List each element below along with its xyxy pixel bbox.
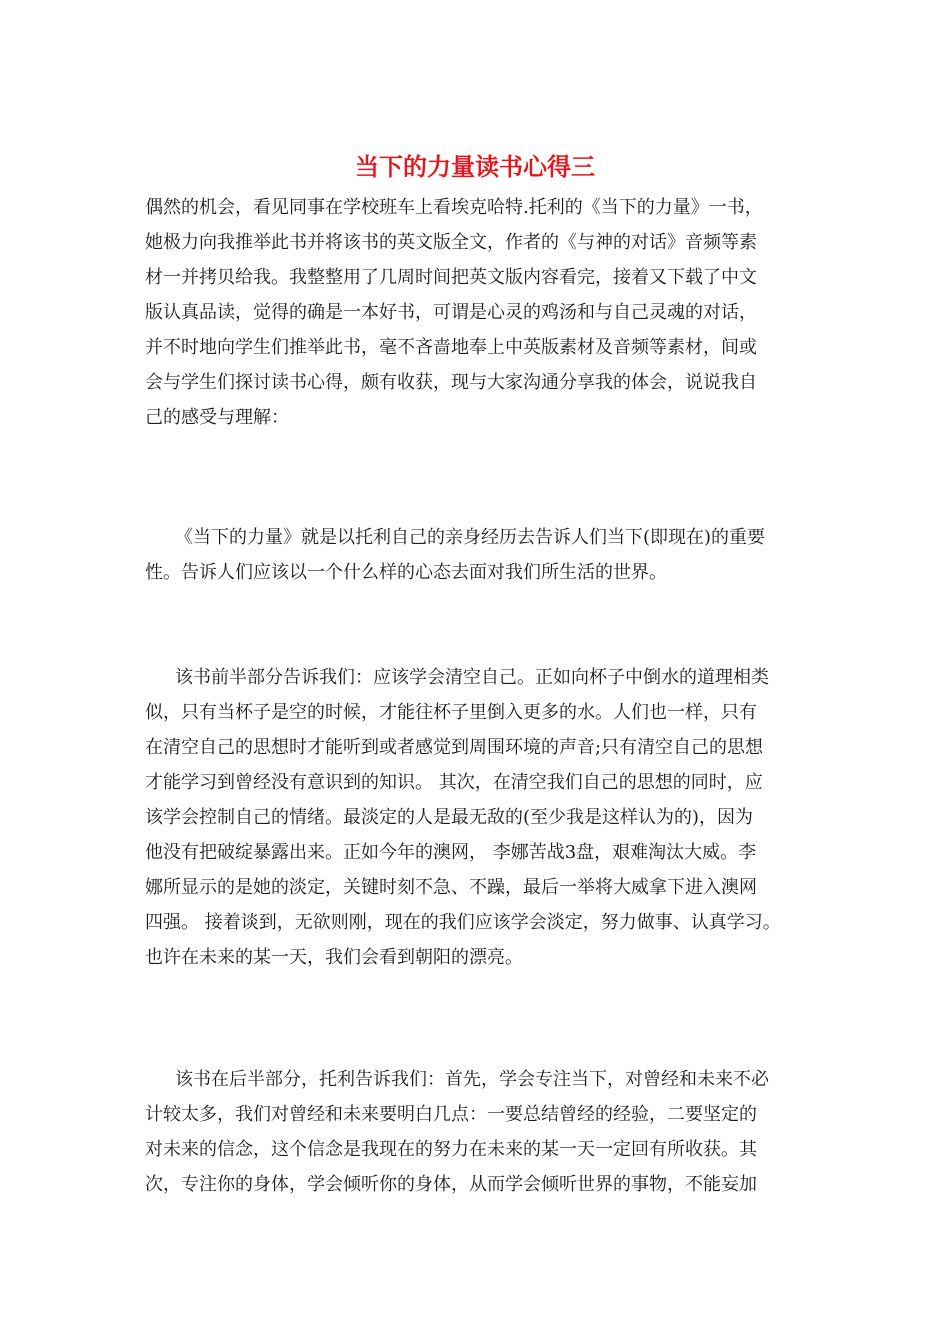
text-line: 计较太多，我们对曾经和未来要明白几点：一要总结曾经的经验，二要坚定的 [145, 1104, 757, 1125]
text-line: 《当下的力量》就是以托利自己的亲身经历去告诉人们当下(即现在)的重要 [175, 527, 766, 548]
text-line: 该学会控制自己的情绪。最淡定的人是最无敌的(至少我是这样认为的)，因为 [145, 807, 754, 828]
text-line: 并不时地向学生们推举此书，毫不吝啬地奉上中英版素材及音频等素材，间或 [145, 337, 757, 358]
text-line: 性。告诉人们应该以一个什么样的心态去面对我们所生活的世界。 [145, 562, 667, 583]
paragraph-intro [145, 190, 815, 435]
paragraph-second-half [145, 1062, 815, 1202]
text-line: 娜所显示的是她的淡定，关键时刻不急、不躁，最后一举将大威拿下进入澳网 [145, 877, 757, 898]
text-line: 偶然的机会，看见同事在学校班车上看埃克哈特.托利的《当下的力量》一书， [145, 197, 763, 218]
text-line: 己的感受与理解： [145, 407, 289, 428]
text-line: 该书在后半部分，托利告诉我们：首先，学会专注当下，对曾经和未来不必 [175, 1069, 769, 1090]
text-line: 四强。 接着谈到，无欲则刚，现在的我们应该学会淡定，努力做事、认真学习。 [145, 912, 781, 933]
text-line: 材一并拷贝给我。我整整用了几周时间把英文版内容看完，接着又下载了中文 [145, 267, 757, 288]
paragraph-summary [145, 520, 815, 590]
text-line: 也许在未来的某一天，我们会看到朝阳的漂亮。 [145, 947, 523, 968]
paragraph-first-half [145, 660, 815, 975]
text-line: 对未来的信念，这个信念是我现在的努力在未来的某一天一定回有所收获。其 [145, 1139, 757, 1160]
text-line: 似，只有当杯子是空的时候，才能往杯子里倒入更多的水。人们也一样，只有 [145, 702, 757, 723]
text-line: 次，专注你的身体，学会倾听你的身体，从而学会倾听世界的事物，不能妄加 [145, 1174, 757, 1195]
text-line: 她极力向我推举此书并将该书的英文版全文，作者的《与神的对话》音频等素 [145, 232, 757, 253]
text-line: 该书前半部分告诉我们：应该学会清空自己。正如向杯子中倒水的道理相类 [175, 667, 769, 688]
text-line: 他没有把破绽暴露出来。正如今年的澳网， 李娜苦战3盘，艰难淘汰大威。李 [145, 842, 757, 863]
text-line: 版认真品读，觉得的确是一本好书，可谓是心灵的鸡汤和与自己灵魂的对话， [145, 302, 757, 323]
text-line: 在清空自己的思想时才能听到或者感觉到周围环境的声音;只有清空自己的思想 [145, 737, 764, 758]
text-line: 才能学习到曾经没有意识到的知识。 其次，在清空我们自己的思想的同时，应 [145, 772, 763, 793]
text-line: 会与学生们探讨读书心得，颇有收获，现与大家沟通分享我的体会，说说我自 [145, 372, 757, 393]
document-title: 当下的力量读书心得三 [355, 152, 595, 181]
